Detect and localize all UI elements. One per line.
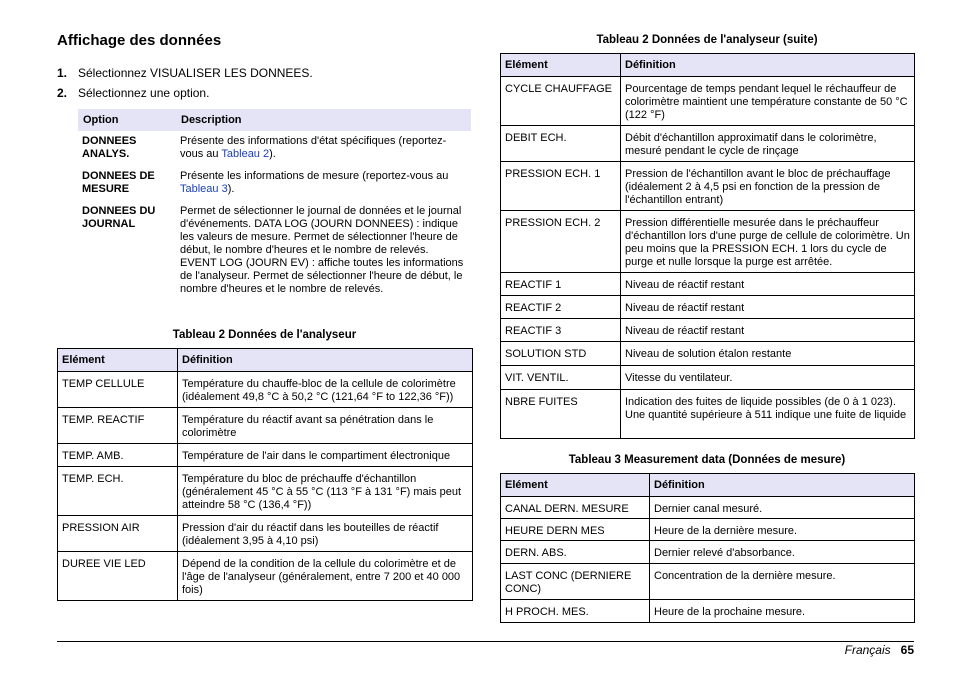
column-header: Description (176, 109, 471, 131)
element-cell: PRESSION ECH. 1 (501, 162, 621, 211)
element-cell: REACTIF 3 (501, 319, 621, 342)
definition-cell: Température du bloc de préchauffe d'échantillon (généralement 45 °C à 55 °C (113 °F à 131 °F) mais peut atteindre 58 °C (136,4 °F)) (178, 467, 473, 516)
column-header: Elément (501, 474, 650, 497)
element-cell: REACTIF 2 (501, 296, 621, 319)
definition-cell: Température du chauffe-bloc de la cellule de colorimètre (idéalement 49,8 °C à 50,2 °C (121,64 °F to 122,36 °F)) (178, 372, 473, 408)
table-row (58, 516, 473, 552)
table-row (501, 342, 915, 366)
definition-cell: Niveau de réactif restant (621, 319, 915, 342)
table-row (78, 131, 471, 166)
table-row (58, 408, 473, 444)
step-number: 2. (57, 86, 68, 100)
element-cell: CANAL DERN. MESURE (501, 497, 650, 519)
definition-cell: Niveau de réactif restant (621, 296, 915, 319)
table-row (58, 372, 473, 408)
table-header-row (501, 54, 915, 77)
definition-cell: Heure de la dernière mesure. (650, 519, 915, 541)
element-cell: DUREE VIE LED (58, 552, 178, 601)
table-row (501, 600, 915, 623)
element-cell: DEBIT ECH. (501, 126, 621, 162)
table-row (501, 319, 915, 342)
element-cell: PRESSION ECH. 2 (501, 211, 621, 273)
table-row (501, 77, 915, 126)
table-row (78, 201, 471, 296)
element-cell: DERN. ABS. (501, 541, 650, 564)
column-header: Elément (501, 54, 621, 77)
column-header: Définition (178, 349, 473, 372)
definition-cell: Température du réactif avant sa pénétration dans le colorimètre (178, 408, 473, 444)
definition-cell: Température de l'air dans le compartiment électronique (178, 444, 473, 467)
definition-cell: Pression différentielle mesurée dans le préchauffeur d'échantillon lors d'une purge de cellule de colorimètre. Un peu moins que la PRESSION ECH. 1 lors du cycle de purge et nulle lorsque la purge est arrêtée. (621, 211, 915, 273)
option-description: Présente des informations d'état spécifiques (reportez-vous au Tableau 2). (180, 135, 447, 160)
table-row (501, 519, 915, 541)
table-3 (500, 473, 915, 623)
option-description: Permet de sélectionner le journal de données et le journal d'événements. DATA LOG (JOURN DONNEES) : indique les valeurs de mesure. Permet de sélectionner l'heure de début, le nombre d'heures et le nombre de relevés. EVENT LOG (JOURN EV) : affiche toutes les informations de l'analyseur. Permet de sélectionner l'heure de début, le nombre d'heures et le nombre de relevés. (180, 205, 464, 295)
definition-cell: Débit d'échantillon approximatif dans le colorimètre, mesuré pendant le cycle de rinçage (621, 126, 915, 162)
definition-cell: Pression d'air du réactif dans les bouteilles de réactif (idéalement 3,95 à 4,10 psi) (178, 516, 473, 552)
table-caption: Tableau 2 Données de l'analyseur (suite) (596, 34, 818, 46)
table-row (501, 564, 915, 600)
table-reference-link[interactable]: Tableau 2 (221, 148, 270, 160)
table-row (501, 366, 915, 390)
option-description: Présente les informations de mesure (reportez-vous au Tableau 3). (180, 170, 449, 195)
element-cell: VIT. VENTIL. (501, 366, 621, 390)
element-cell: SOLUTION STD (501, 342, 621, 366)
element-cell: NBRE FUITES (501, 390, 621, 439)
table-reference-link[interactable]: Tableau 3 (180, 183, 228, 195)
table-row (58, 444, 473, 467)
table-row (501, 541, 915, 564)
column-header: Elément (58, 349, 178, 372)
table-2 (57, 348, 473, 601)
column-header: Définition (621, 54, 915, 77)
element-cell: LAST CONC (DERNIERE CONC) (501, 564, 650, 600)
definition-cell: Niveau de réactif restant (621, 273, 915, 296)
option-name: DONNEES ANALYS. (82, 135, 137, 160)
option-name: DONNEES DU JOURNAL (82, 205, 156, 230)
element-cell: PRESSION AIR (58, 516, 178, 552)
table-row (501, 211, 915, 273)
page-number: 65 (900, 643, 914, 657)
table-row (501, 296, 915, 319)
column-header: Définition (650, 474, 915, 497)
page-footer (845, 643, 914, 658)
element-cell: REACTIF 1 (501, 273, 621, 296)
definition-cell: Dépend de la condition de la cellule du colorimètre et de l'âge de l'analyseur (généralement, entre 7 200 et 40 000 fois) (178, 552, 473, 601)
element-cell: TEMP. AMB. (58, 444, 178, 467)
column-header: Option (78, 109, 176, 131)
table-2-continued (500, 53, 915, 439)
step-text: Sélectionnez une option. (78, 86, 210, 100)
footer-language: Français (844, 643, 891, 657)
step-number: 1. (57, 66, 68, 80)
table-row (58, 552, 473, 601)
element-cell: TEMP. REACTIF (58, 408, 178, 444)
table-header-row (78, 109, 471, 131)
definition-cell: Niveau de solution étalon restante (621, 342, 915, 366)
table-caption: Tableau 3 Measurement data (Données de mesure) (568, 454, 846, 466)
table-header-row (501, 474, 915, 497)
definition-cell: Dernier relevé d'absorbance. (650, 541, 915, 564)
options-table (78, 109, 471, 296)
definition-cell: Heure de la prochaine mesure. (650, 600, 915, 623)
table-header-row (58, 349, 473, 372)
footer-divider (57, 641, 914, 642)
table-row (501, 162, 915, 211)
step-text: Sélectionnez VISUALISER LES DONNEES. (78, 66, 313, 80)
table-caption: Tableau 2 Données de l'analyseur (172, 329, 357, 341)
definition-cell: Indication des fuites de liquide possibles (de 0 à 1 023). Une quantité supérieure à 511 indique une fuite de liquide (621, 390, 915, 439)
element-cell: CYCLE CHAUFFAGE (501, 77, 621, 126)
element-cell: TEMP. ECH. (58, 467, 178, 516)
definition-cell: Vitesse du ventilateur. (621, 366, 915, 390)
element-cell: TEMP CELLULE (58, 372, 178, 408)
section-title: Affichage des données (57, 32, 222, 49)
element-cell: H PROCH. MES. (501, 600, 650, 623)
table-row (501, 126, 915, 162)
definition-cell: Pourcentage de temps pendant lequel le réchauffeur de colorimètre maintient une température constante de 50 °C (122 °F) (621, 77, 915, 126)
table-row (501, 273, 915, 296)
table-row (501, 497, 915, 519)
definition-cell: Dernier canal mesuré. (650, 497, 915, 519)
table-row (58, 467, 473, 516)
option-name: DONNEES DE MESURE (82, 170, 155, 195)
table-row (501, 390, 915, 439)
table-row (78, 166, 471, 201)
definition-cell: Pression de l'échantillon avant le bloc de préchauffage (idéalement 2 à 4,5 psi en fonction de la pression de l'échantillon entrant) (621, 162, 915, 211)
element-cell: HEURE DERN MES (501, 519, 650, 541)
definition-cell: Concentration de la dernière mesure. (650, 564, 915, 600)
